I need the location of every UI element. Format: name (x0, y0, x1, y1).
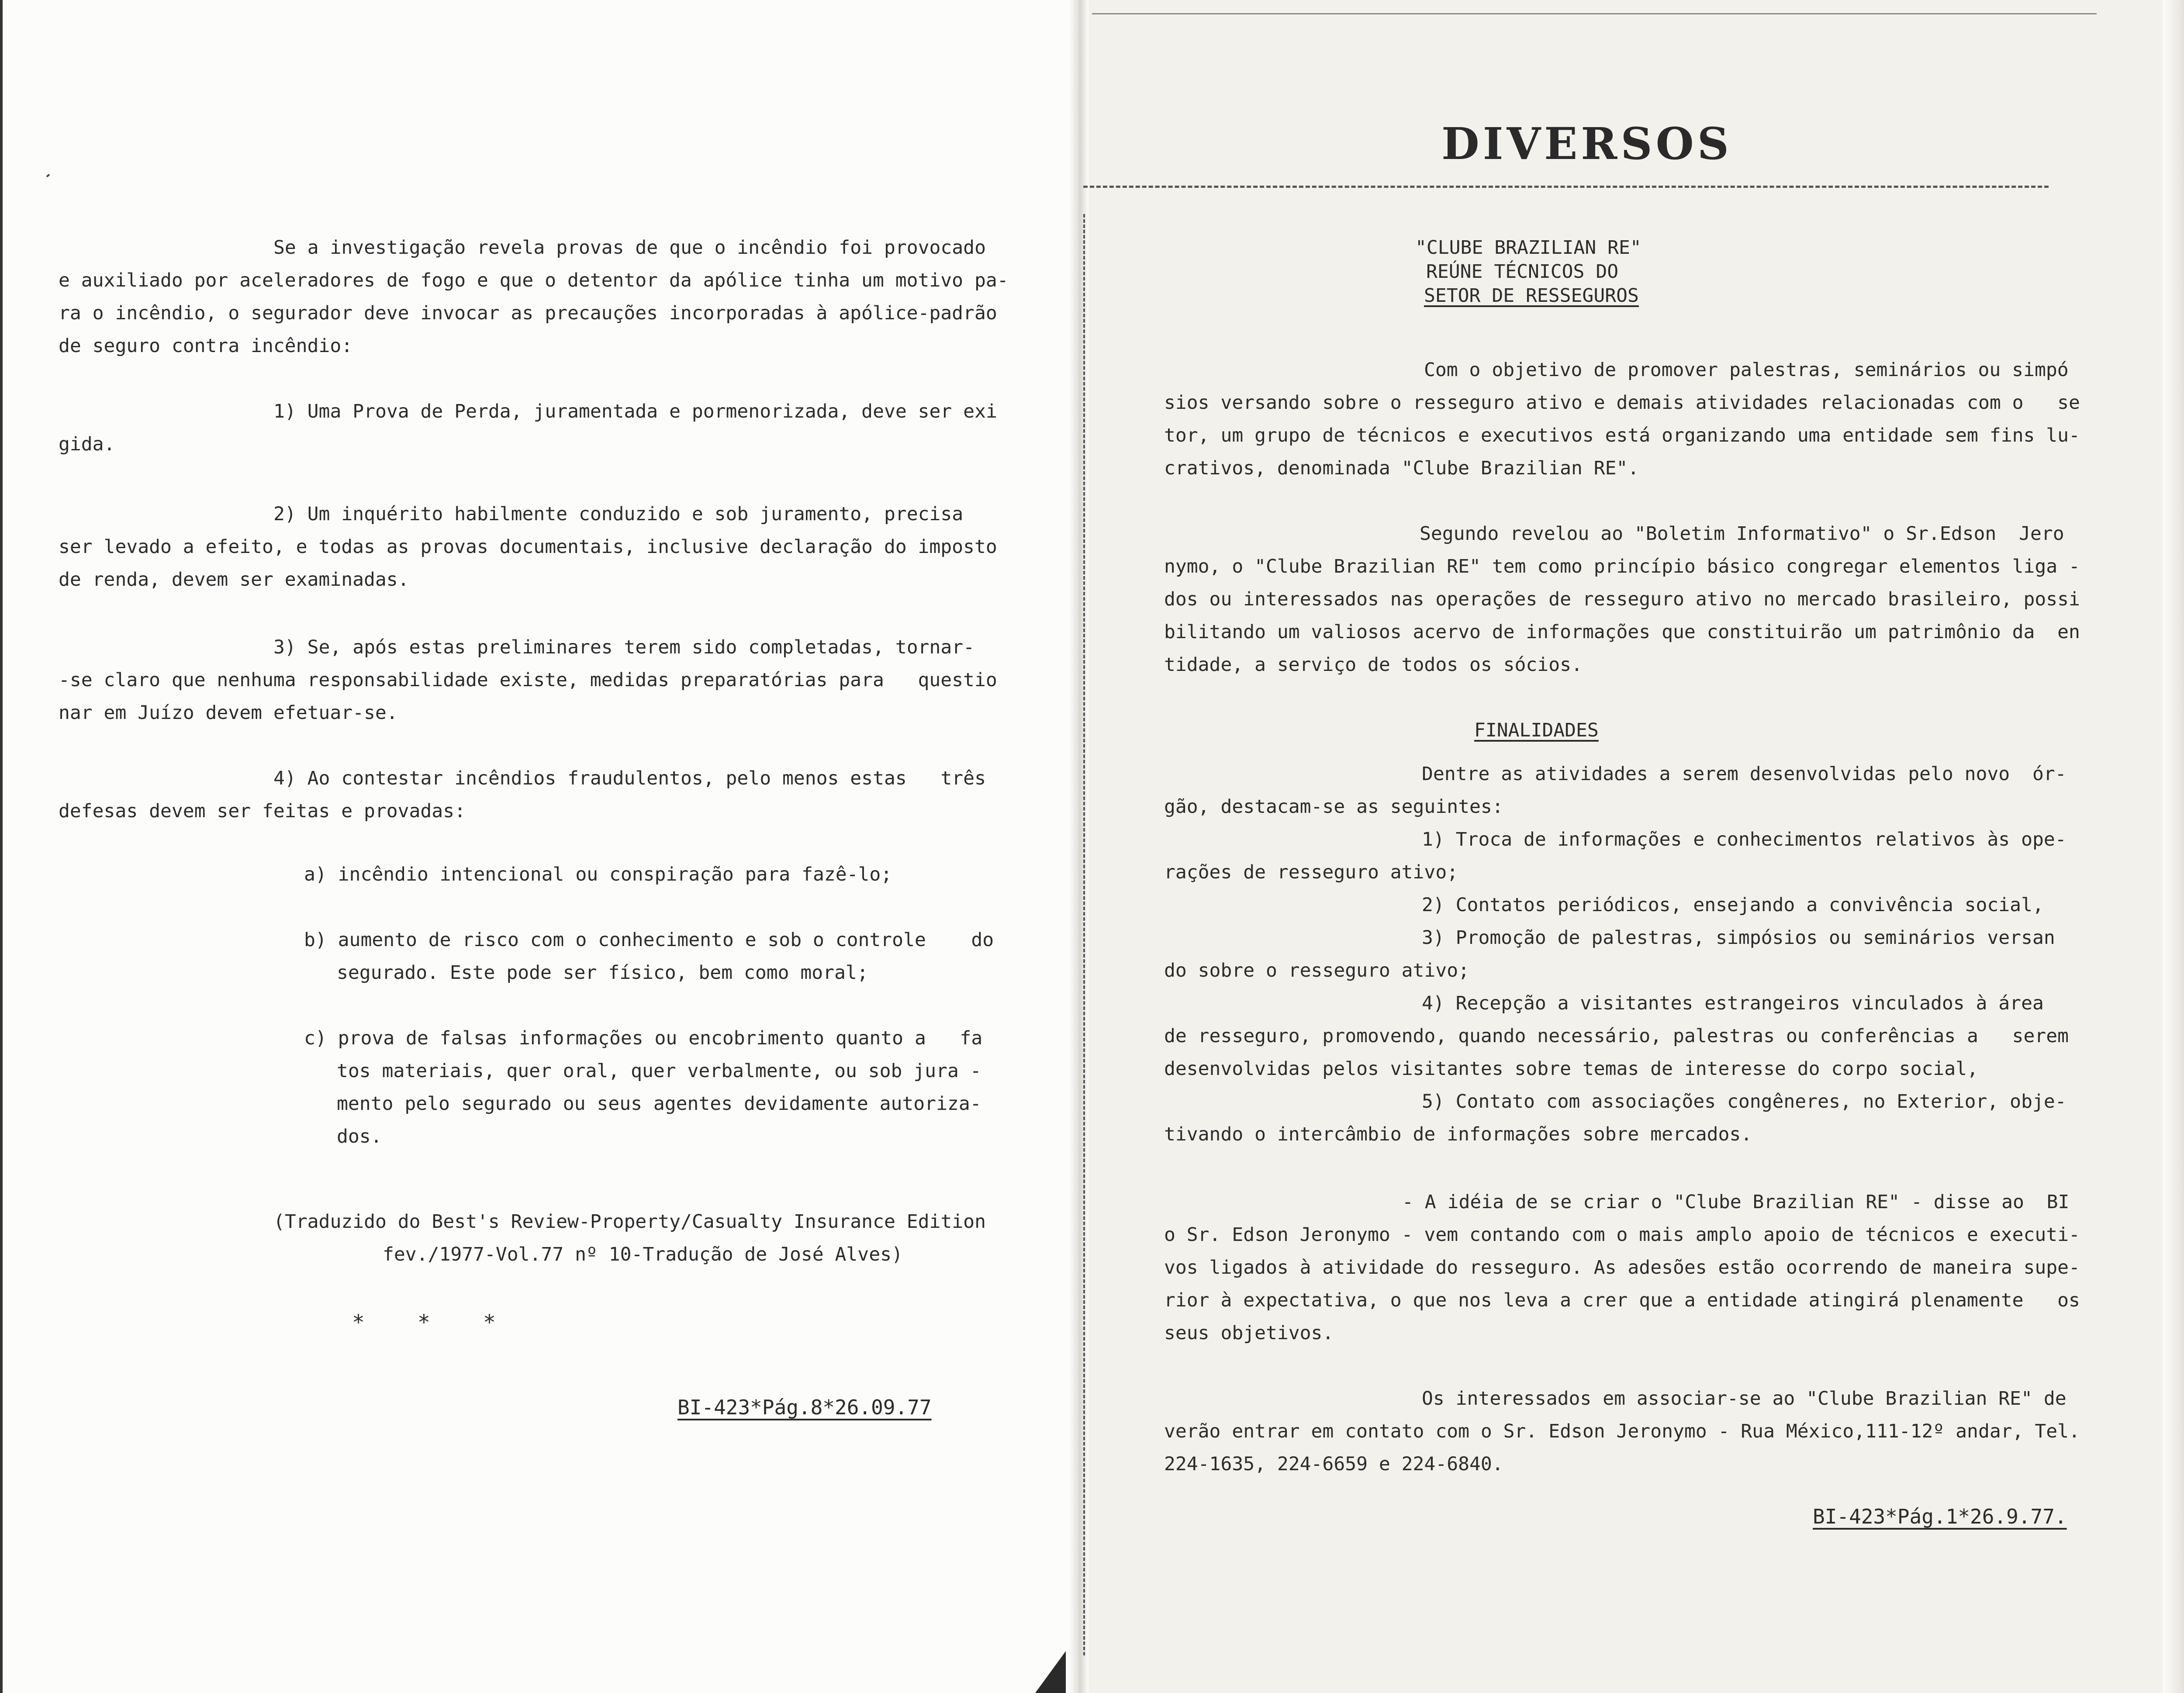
left-para1-line3: ra o incêndio, o segurador deve invocar as precauções incorporadas à apólice-padrão (59, 302, 997, 324)
right-para2-line3: dos ou interessados nas operações de resseguro ativo no mercado brasileiro, possi (1164, 588, 2080, 610)
right-para3-line1: Dentre as atividades a serem desenvolvidas pelo novo ór- (1422, 763, 2067, 785)
left-item1-line2: gida. (59, 433, 115, 455)
left-item2-line2: ser levado a efeito, e todas as provas documentais, inclusive declaração do imposto (59, 536, 997, 558)
stray-mark (46, 174, 50, 177)
left-sub-c-line2: tos materiais, quer oral, quer verbalmente, ou sob jura - (337, 1060, 981, 1082)
left-item3-line1: 3) Se, após estas preliminares terem sido completadas, tornar- (273, 636, 975, 658)
star-glyph: * (483, 1310, 496, 1335)
right-para1-line3: tor, um grupo de técnicos e executivos está organizando uma entidade sem fins lu- (1164, 425, 2080, 446)
right-para3-line8: 4) Recepção a visitantes estrangeiros vinculados à área (1422, 992, 2044, 1014)
right-para1-line4: crativos, denominada "Clube Brazilian RE". (1164, 457, 1639, 479)
right-para2-line2: nymo, o "Clube Brazilian RE" tem como princípio básico congregar elementos liga - (1164, 556, 2080, 577)
right-para5-line3: 224-1635, 224-6659 e 224-6840. (1164, 1453, 1503, 1475)
right-para1-line2: sios versando sobre o resseguro ativo e demais atividades relacionadas com o se (1164, 392, 2080, 414)
left-sub-c-line1: c) prova de falsas informações ou encobrimento quanto a fa (304, 1027, 983, 1049)
right-para5-line2: verão entrar em contato com o Sr. Edson Jeronymo - Rua México,111-12º andar, Tel. (1164, 1420, 2080, 1442)
left-sub-b-line2: segurado. Este pode ser físico, bem como moral; (337, 962, 868, 984)
star-glyph: * (352, 1310, 365, 1335)
right-para2-line1: Segundo revelou ao "Boletim Informativo" o Sr.Edson Jero (1420, 523, 2064, 545)
left-item2-line3: de renda, devem ser examinadas. (59, 569, 409, 591)
right-para3-line7: do sobre o resseguro ativo; (1164, 960, 1469, 981)
left-item2-line1: 2) Um inquérito habilmente conduzido e sob juramento, precisa (273, 503, 964, 525)
column-rule (1083, 214, 1085, 1655)
right-para2-line5: tidade, a serviço de todos os sócios. (1164, 654, 1583, 676)
left-para1-line2: e auxiliado por aceleradores de fogo e que o detentor da apólice tinha um motivo pa- (59, 269, 1009, 291)
right-para3-line4: rações de resseguro ativo; (1164, 861, 1458, 883)
right-para5-line1: Os interessados em associar-se ao "Clube Brazilian RE" de (1422, 1388, 2067, 1410)
article-heading-line2: REÚNE TÉCNICOS DO (1426, 261, 1619, 283)
left-page-footer: BI-423*Pág.8*26.09.77 (677, 1396, 932, 1419)
right-para2-line4: bilitando um valiosos acervo de informações que constituirão um patrimônio da en (1164, 621, 2080, 643)
left-citation-line1: (Traduzido do Best's Review-Property/Casualty Insurance Edition (273, 1211, 986, 1233)
right-page-footer: BI-423*Pág.1*26.9.77. (1813, 1505, 2067, 1528)
left-sub-b-line1: b) aumento de risco com o conhecimento e sob o controle do (304, 929, 994, 951)
left-para1-line1: Se a investigação revela provas de que o incêndio foi provocado (273, 237, 986, 259)
right-para1-line1: Com o objetivo de promover palestras, seminários ou simpó (1424, 359, 2069, 381)
left-item3-line2: -se claro que nenhuma responsabilidade existe, medidas preparatórias para questio (59, 669, 997, 691)
left-item3-line3: nar em Juízo devem efetuar-se. (59, 702, 398, 724)
right-para3-line9: de resseguro, promovendo, quando necessário, palestras ou conferências a serem (1164, 1025, 2069, 1047)
left-sub-c-line3: mento pelo segurado ou seus agentes devidamente autoriza- (337, 1093, 981, 1115)
title-rule (1083, 186, 2049, 188)
right-para4-line4: rior à expectativa, o que nos leva a crer que a entidade atingirá plenamente os (1164, 1289, 2080, 1311)
left-sub-a: a) incêndio intencional ou conspiração para fazê-lo; (304, 864, 892, 885)
right-para3-line5: 2) Contatos periódicos, ensejando a convivência social, (1422, 894, 2044, 916)
right-para3-line2: gão, destacam-se as seguintes: (1164, 796, 1503, 818)
left-sub-c-line4: dos. (337, 1126, 382, 1147)
right-para4-line5: seus objetivos. (1164, 1322, 1334, 1344)
right-para3-line3: 1) Troca de informações e conhecimentos relativos às ope- (1422, 829, 2067, 850)
section-title: DIVERSOS (1441, 118, 1732, 169)
page-edge-top-right (1092, 13, 2097, 14)
right-para3-line12: tivando o intercâmbio de informações sobre mercados. (1164, 1123, 1752, 1145)
section-separator-stars (352, 1310, 549, 1335)
star-glyph: * (418, 1310, 430, 1335)
finalidades-subheading: FINALIDADES (1474, 719, 1599, 741)
article-heading-line3: SETOR DE RESSEGUROS (1424, 285, 1639, 307)
article-heading-line1: "CLUBE BRAZILIAN RE" (1415, 237, 1641, 259)
left-para1-line4: de seguro contra incêndio: (59, 335, 353, 357)
right-para4-line1: - A idéia de se criar o "Clube Brazilian RE" - disse ao BI (1402, 1191, 2070, 1213)
right-para3-line6: 3) Promoção de palestras, simpósios ou seminários versan (1422, 927, 2055, 949)
right-para4-line3: vos ligados à atividade do resseguro. As adesões estão ocorrendo de maneira supe- (1164, 1257, 2080, 1278)
left-item4-line2: defesas devem ser feitas e provadas: (59, 800, 466, 822)
right-para3-line10: desenvolvidas pelos visitantes sobre temas de interesse do corpo social, (1164, 1058, 1978, 1080)
left-item4-line1: 4) Ao contestar incêndios fraudulentos, pelo menos estas três (273, 767, 986, 789)
left-page (0, 0, 1082, 1693)
left-item1-line1: 1) Uma Prova de Perda, juramentada e pormenorizada, deve ser exi (273, 401, 997, 422)
left-citation-line2: fev./1977-Vol.77 nº 10-Tradução de José Alves) (383, 1244, 903, 1265)
right-para3-line11: 5) Contato com associações congêneres, no Exterior, obje- (1422, 1091, 2067, 1113)
page-edge-right (2163, 0, 2184, 1693)
right-para4-line2: o Sr. Edson Jeronymo - vem contando com o mais amplo apoio de técnicos e executi- (1164, 1224, 2080, 1246)
page-corner-shadow (1035, 1651, 1066, 1693)
